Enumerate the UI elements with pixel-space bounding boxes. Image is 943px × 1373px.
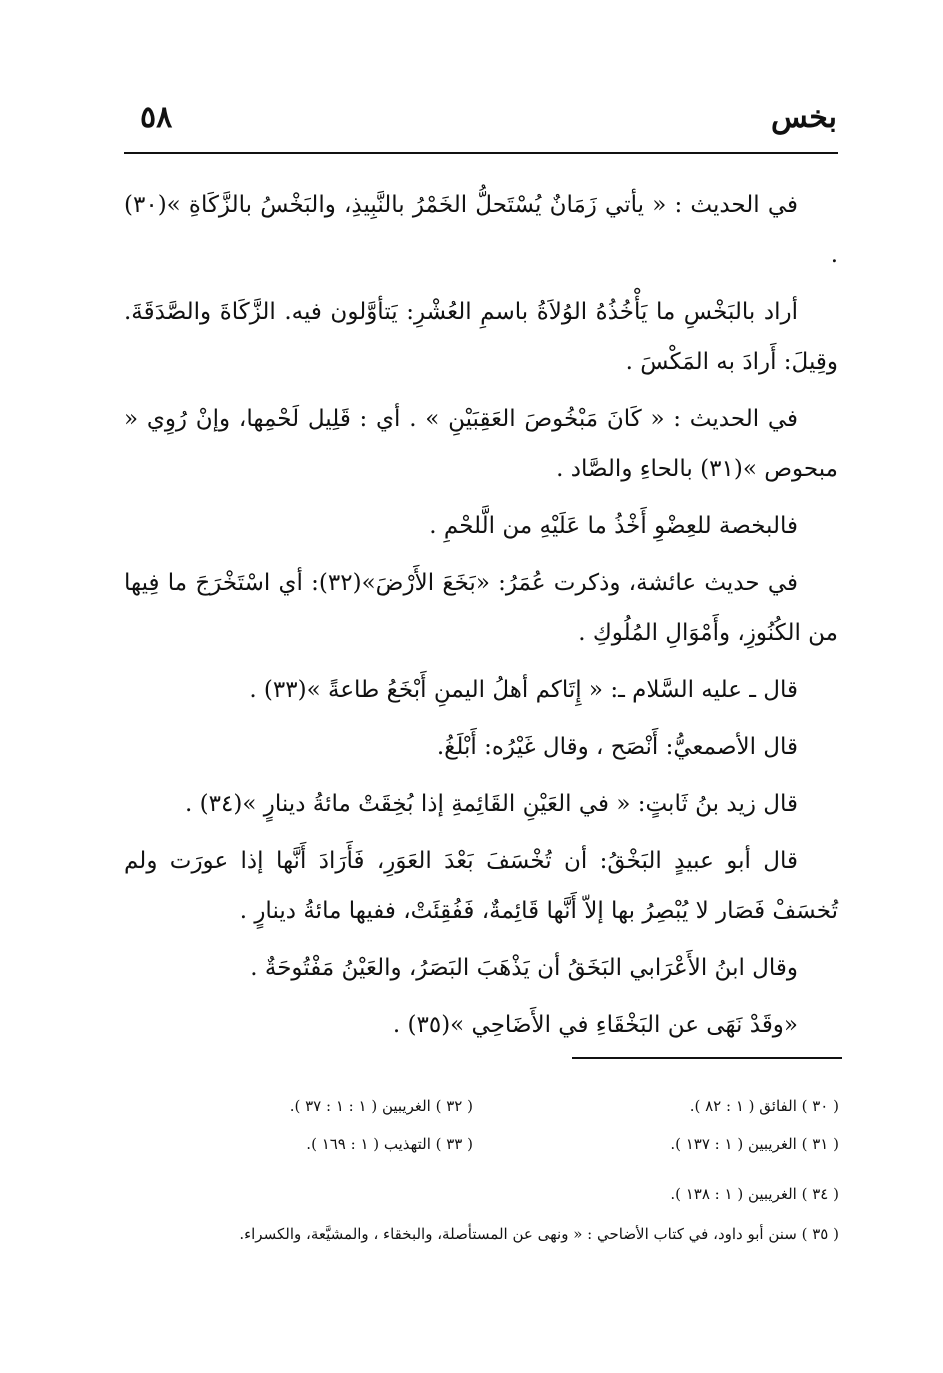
paragraph: في الحديث : « كَانَ مَبْخُوصَ العَقِبَيْنِ » . أي : قَلِيل لَحْمِها، وإنْ رُوِي « مبحوص »(٣١) بالحاءِ والصَّاد . xyxy=(124,406,838,482)
paragraph: قال أبو عبيدٍ البَخْقُ: أن تُخْسَفَ بَعْدَ العَوَرِ، فَأَرَادَ أَنَّها إذا عورَت ولم تُخسَفْ فَصَار لا يُبْصِرُ بها إلاّ أَنَّها قَائِمةٌ، فَفُقِئَتْ، ففيها مائةُ دينارٍ . xyxy=(124,848,838,924)
paragraph: «وقَدْ نَهَى عن البَخْقَاءِ في الأَضَاحِي »(٣٥) . xyxy=(392,1012,798,1038)
footnote-31: ( ٣١ ) الغريبين ( ١ : ١٣٧ ). xyxy=(670,1135,839,1153)
entry-header-word: بخس xyxy=(771,100,837,135)
footnote-33: ( ٣٣ ) التهذيب ( ١ : ١٦٩ ). xyxy=(306,1135,473,1153)
header-rule xyxy=(124,152,838,154)
paragraph: قال ـ عليه السَّلام ـ: « إِتَاكم أهلُ اليمنِ أَبْخَعُ طاعةً »(٣٣) . xyxy=(249,677,798,703)
paragraph: قال الأصمعيُّ: أَنْصَح ، وقال غَيْرُه: أَبْلَغُ. xyxy=(436,734,798,760)
footnote-34: ( ٣٤ ) الغريبين ( ١ : ١٣٨ ). xyxy=(670,1185,839,1203)
paragraph: قال زيد بنُ ثَابتٍ: « في العَيْنِ القَائِمةِ إذا بُخِقَتْ مائةُ دينارٍ »(٣٤) . xyxy=(185,791,798,817)
footnote-32: ( ٣٢ ) الغريبين ( ١ : ١ : ٣٧ ). xyxy=(289,1097,473,1115)
body-text xyxy=(124,180,838,1057)
paragraph: فالبخصة للعِضْوِ أَخْذُ ما عَلَيْهِ من الَّلحْمِ . xyxy=(429,513,798,539)
paragraph: في حديث عائشة، وذكرت عُمَرُ: «بَخَعَ الأَرْضَ»(٣٢): أي اسْتَخْرَجَ ما فِيها من الكُنُوزِ، وأَمْوَالِ المُلُوكِ . xyxy=(124,570,838,646)
footnote-rule xyxy=(572,1057,842,1059)
footnote-30: ( ٣٠ ) الفائق ( ١ : ٨٢ ). xyxy=(689,1097,839,1115)
page-number: ٥٨ xyxy=(140,100,173,135)
paragraph: وقال ابنُ الأَعْرَابي البَخَقُ أن يَذْهَبَ البَصَرُ، والعَيْنُ مَفْتُوحَةٌ . xyxy=(250,955,798,981)
paragraph: في الحديث : « يأتي زَمَانٌ يُسْتَحلُّ الخَمْرُ بالنَّبِيذِ، والبَخْسُ بالزَّكَاةِ »(٣٠) . xyxy=(124,192,838,268)
paragraph: أراد بالبَخْسِ ما يَأْخُذُهُ الوُلاَةُ باسمِ العُشْرِ: يَتأوَّلون فيه. الزَّكَاةَ والصَّدَقَةَ. وقِيلَ: أَرادَ به المَكْسَ . xyxy=(124,299,838,375)
footnote-35: ( ٣٥ ) سنن أبو داود، في كتاب الأضاحي : « ونهى عن المستأصلة، والبخقاء ، والمشيَّعة، والكسراء. xyxy=(239,1225,839,1243)
